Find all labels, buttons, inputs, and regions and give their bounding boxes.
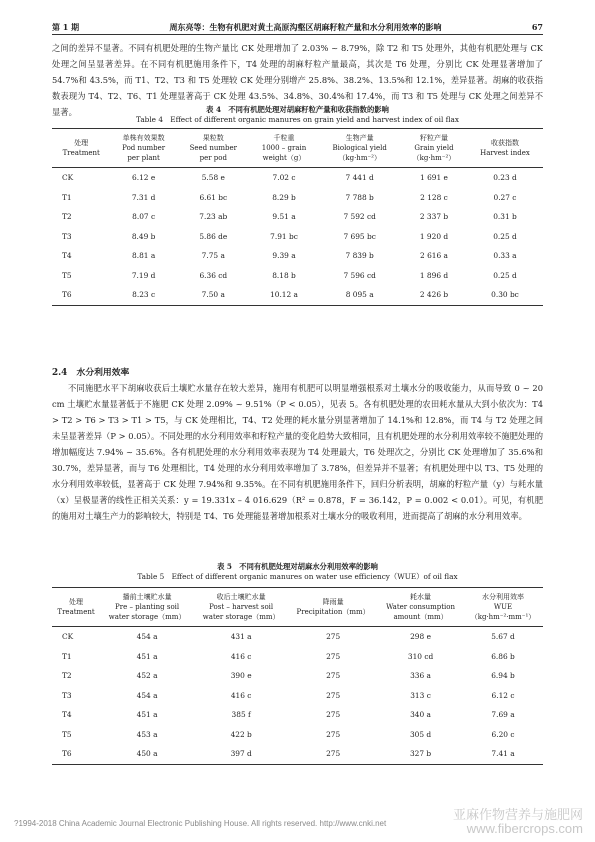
value-cell: 275 xyxy=(326,671,341,681)
value-cell: 0.33 a xyxy=(493,251,517,261)
table-row xyxy=(52,246,543,266)
column-header-line: Seed number xyxy=(189,144,237,152)
value-cell: 450 a xyxy=(136,749,158,759)
table-row xyxy=(52,744,543,764)
value-cell: 8 095 a xyxy=(345,290,374,300)
treatment-cell: T5 xyxy=(62,729,72,739)
treatment-cell: T6 xyxy=(62,749,72,759)
watermark-cn: 亚麻作物营养与施肥网 xyxy=(452,807,583,822)
value-cell: 275 xyxy=(326,710,341,720)
running-head xyxy=(52,20,543,34)
column-header-line: 处理 xyxy=(69,598,84,606)
value-cell: 275 xyxy=(326,651,341,661)
value-cell: 451 a xyxy=(136,710,158,720)
column-header-line: amount（mm） xyxy=(393,613,448,621)
treatment-cell: T4 xyxy=(62,251,72,261)
column-header-line: 收获指数 xyxy=(490,139,519,147)
treatment-cell: CK xyxy=(62,173,74,183)
value-cell: 7 441 d xyxy=(345,173,374,183)
value-cell: 7.41 a xyxy=(491,749,515,759)
table4-caption xyxy=(52,105,543,125)
treatment-cell: CK xyxy=(62,632,74,642)
value-cell: 6.20 c xyxy=(491,729,515,739)
value-cell: 454 a xyxy=(136,690,158,700)
treatment-cell: T2 xyxy=(62,212,72,222)
table-row xyxy=(52,725,543,745)
column-header xyxy=(100,588,194,627)
value-cell: 5.67 d xyxy=(491,632,515,642)
value-cell: 452 a xyxy=(136,671,158,681)
value-cell: 8.18 b xyxy=(272,270,296,280)
column-header-line: （kg·hm⁻²） xyxy=(412,154,456,162)
column-header-line: Precipitation（mm） xyxy=(296,608,370,616)
column-header xyxy=(467,129,543,168)
value-cell: 422 b xyxy=(230,729,252,739)
table5-caption-en: Table 5 Effect of different organic manures on water use efficiency（WUE）of oil flax xyxy=(137,572,458,581)
column-header xyxy=(194,588,288,627)
value-cell: 327 b xyxy=(409,749,432,759)
article-running-title: 周东亮等：生物有机肥对黄土高原沟壑区胡麻籽粒产量和水分利用效率的影响 xyxy=(169,21,442,32)
value-cell: 275 xyxy=(326,729,341,739)
header-rule xyxy=(52,34,543,35)
value-cell: 397 d xyxy=(230,749,252,759)
table4-grain-yield xyxy=(52,128,543,306)
value-cell: 9.51 a xyxy=(272,212,296,222)
value-cell: 340 a xyxy=(410,710,431,720)
column-header-line: 处理 xyxy=(74,139,89,147)
column-header-line: 水分利用效率 xyxy=(482,593,525,601)
value-cell: 8.07 c xyxy=(132,212,156,222)
value-cell: 8.23 c xyxy=(132,290,156,300)
table-row xyxy=(52,266,543,286)
section-title: 水分利用效率 xyxy=(76,368,130,378)
value-cell: 0.31 b xyxy=(493,212,517,222)
section-heading xyxy=(52,365,129,378)
issue-number: 第 1 期 xyxy=(52,21,80,32)
value-cell: 2 616 a xyxy=(420,251,448,261)
table5-water-use-efficiency xyxy=(52,587,543,765)
paragraph: 之间的差异不显著。不同有机肥处理的生物产量比 CK 处理增加了 2.03% ~ 8.79%，除 T2 和 T5 处理外，其他有机肥处理与 CK 处理之间呈显著差异。在不同有机肥施用条件下，T4 处理的胡麻籽粒产量最高，其次是 T6 处理，分别比 CK 处理显著增加了 54.7%和 43.5%，而 T1、T2、T3 和 T5 处理较 CK 处理分别增产 25.8%、38.2%、13.5%和 12.1%，差异显著。胡麻的收获指数表现为 T4、T2、T6、T1 处理显著高于 CK 处理 43.5%、34.8%、30.4%和 17.4%，而 T3 和 T5 处理与 CK 处理之间差异不显著。 xyxy=(52,43,543,117)
column-header-line: water storage（mm） xyxy=(108,613,186,621)
column-header-line: 生物产量 xyxy=(345,134,374,142)
column-header xyxy=(250,129,319,168)
column-header-line: Grain yield xyxy=(414,144,454,152)
value-cell: 1 896 d xyxy=(419,270,449,280)
value-cell: 0.25 d xyxy=(493,270,517,280)
column-header xyxy=(378,588,463,627)
table-row xyxy=(52,207,543,227)
value-cell: 7.91 bc xyxy=(270,231,298,241)
value-cell: 298 e xyxy=(410,632,431,642)
column-header-line: 千粒重 xyxy=(273,134,295,142)
value-cell: 2 128 c xyxy=(420,192,448,202)
copyright-footer: ?1994-2018 China Academic Journal Electronic Publishing House. All rights reserved. http://www.cnki.net xyxy=(14,819,387,828)
column-header-line: Biological yield xyxy=(332,144,387,152)
value-cell: 8.49 b xyxy=(131,231,156,241)
value-cell: 2 337 b xyxy=(419,212,449,222)
table-row xyxy=(52,168,543,188)
value-cell: 7.23 ab xyxy=(199,212,228,222)
column-header-line: 单株有效果数 xyxy=(122,134,165,142)
value-cell: 6.61 bc xyxy=(199,192,228,202)
table-row xyxy=(52,285,543,305)
column-header xyxy=(463,588,543,627)
table-row xyxy=(52,188,543,208)
table5-caption-cn: 表 5 不同有机肥处理对胡麻水分利用效率的影响 xyxy=(217,562,378,571)
value-cell: 275 xyxy=(326,749,341,759)
treatment-cell: T3 xyxy=(62,690,72,700)
value-cell: 5.58 e xyxy=(201,173,225,183)
value-cell: 305 d xyxy=(409,729,432,739)
value-cell: 453 a xyxy=(136,729,158,739)
value-cell: 451 a xyxy=(136,651,158,661)
value-cell: 1 920 d xyxy=(419,231,449,241)
value-cell: 0.23 d xyxy=(493,173,517,183)
column-header-line: Water consumption xyxy=(386,603,455,611)
table4-caption-cn: 表 4 不同有机肥处理对胡麻籽粒产量和收获指数的影响 xyxy=(206,105,389,114)
column-header-line: 降雨量 xyxy=(322,598,344,606)
table-row xyxy=(52,647,543,667)
value-cell: 2 426 b xyxy=(419,290,449,300)
column-header-line: Pod number xyxy=(122,144,166,152)
value-cell: 431 a xyxy=(230,632,252,642)
value-cell: 275 xyxy=(326,690,341,700)
value-cell: 1 691 e xyxy=(420,173,448,183)
value-cell: 8.29 b xyxy=(272,192,296,202)
column-header-line: water storage（mm） xyxy=(202,613,280,621)
column-header-line: weight（g） xyxy=(262,154,306,162)
column-header xyxy=(110,129,177,168)
value-cell: 385 f xyxy=(231,710,251,720)
value-cell: 416 c xyxy=(230,651,252,661)
paragraph: 不同施肥水平下胡麻收获后土壤贮水量存在较大差异，施用有机肥可以明显增强根系对土壤水分的吸收能力，从而导致 0 ~ 20 cm 土壤贮水量显著低于不施肥 CK 处理 2.09% ~ 9.51%（P < 0.05），见表 5。各有机肥处理的农田耗水量从大到小依次为：T4 > T2 > T6 > T3 > T1 > T5，与 CK 处理相比，T4、T2 处理的耗水量分别显著增加了 14.1%和 12.8%，而 T4 与 T2 处理之间未呈显著差异（P > 0.05）。不同处理的水分利用效率和籽粒产量的变化趋势大致相同，且有机肥处理的水分利用效率较不施肥处理的增加幅度达 7.94% ~ 35.6%。各有机肥处理的水分利用效率表现为 T4 处理最大，T6 处理次之，分别比 CK 处理增加了 35.6%和 30.7%，差异显著，而与 T6 处理相比，T4 处理的水分利用效率增加了 3.78%，但差异并不显著；有机肥处理中以 T3、T5 处理的水分利用效率较低，显著高于 CK 处理 7.94%和 9.35%。在不同有机肥施用条件下，回归分析表明，胡麻的籽粒产量（y）与耗水量（x）呈极显著的线性正相关关系：y = 19.331x – 4 016.629（R² = 0.878，F = 36.142，P = 0.002 < 0.01）。可见，有机肥的施用对土壤生产力的影响较大，特别是 T4、T6 处理能显著增加根系对土壤水分的吸收利用，进而提高了胡麻的水分利用效率。 xyxy=(52,383,543,521)
column-header-line: Treatment xyxy=(57,608,95,616)
column-header xyxy=(177,129,250,168)
column-header-line: per plant xyxy=(127,154,160,162)
column-header-line: Pre – planting soil xyxy=(115,603,180,611)
column-header-line: per pod xyxy=(199,154,227,162)
table-row xyxy=(52,227,543,247)
treatment-cell: T2 xyxy=(62,671,72,681)
value-cell: 7 788 b xyxy=(345,192,374,202)
column-header-line: 籽粒产量 xyxy=(419,134,448,142)
value-cell: 7.02 c xyxy=(272,173,296,183)
site-watermark xyxy=(453,808,583,836)
column-header-line: （kg·hm⁻²·mm⁻¹） xyxy=(470,613,536,621)
column-header xyxy=(401,129,467,168)
table-row xyxy=(52,627,543,647)
value-cell: 7.19 d xyxy=(131,270,156,280)
table-row xyxy=(52,705,543,725)
value-cell: 7.50 a xyxy=(201,290,225,300)
value-cell: 7 592 cd xyxy=(343,212,376,222)
column-header xyxy=(52,129,110,168)
column-header-line: （kg·hm⁻²） xyxy=(338,154,381,162)
value-cell: 7.69 a xyxy=(491,710,515,720)
table-header-row xyxy=(52,588,543,627)
column-header-line: Harvest index xyxy=(480,149,530,157)
column-header-line: 收后土壤贮水量 xyxy=(216,593,266,601)
value-cell: 10.12 a xyxy=(270,290,298,300)
column-header xyxy=(288,588,378,627)
value-cell: 0.30 bc xyxy=(491,290,519,300)
column-header-line: 1000 – grain xyxy=(261,144,307,152)
watermark-url: www.fibercrops.com xyxy=(466,821,583,836)
value-cell: 0.27 c xyxy=(493,192,517,202)
treatment-cell: T6 xyxy=(62,290,72,300)
value-cell: 336 a xyxy=(410,671,431,681)
value-cell: 416 c xyxy=(230,690,252,700)
value-cell: 9.39 a xyxy=(272,251,296,261)
column-header xyxy=(52,588,100,627)
value-cell: 6.86 b xyxy=(491,651,515,661)
treatment-cell: T5 xyxy=(62,270,72,280)
value-cell: 7.31 d xyxy=(131,192,156,202)
value-cell: 7 695 bc xyxy=(343,231,376,241)
value-cell: 6.36 cd xyxy=(199,270,228,280)
table5-caption xyxy=(52,562,543,582)
column-header-line: 果粒数 xyxy=(202,134,224,142)
treatment-cell: T3 xyxy=(62,231,72,241)
table4-caption-en: Table 4 Effect of different organic manures on grain yield and harvest index of oil flax xyxy=(136,115,459,124)
value-cell: 0.25 d xyxy=(493,231,517,241)
table-row xyxy=(52,666,543,686)
page-number: 67 xyxy=(531,22,543,32)
table-header-row xyxy=(52,129,543,168)
column-header-line: Treatment xyxy=(62,149,100,157)
water-use-paragraph xyxy=(52,380,543,524)
column-header-line: WUE xyxy=(493,603,513,611)
value-cell: 454 a xyxy=(136,632,158,642)
treatment-cell: T1 xyxy=(62,192,72,202)
value-cell: 8.81 a xyxy=(132,251,156,261)
value-cell: 7.75 a xyxy=(201,251,225,261)
treatment-cell: T1 xyxy=(62,651,72,661)
column-header-line: Post – harvest soil xyxy=(209,603,274,611)
value-cell: 7 596 cd xyxy=(343,270,376,280)
value-cell: 5.86 de xyxy=(199,231,228,241)
value-cell: 390 e xyxy=(230,671,252,681)
column-header-line: 播前土壤贮水量 xyxy=(122,593,172,601)
value-cell: 6.12 c xyxy=(491,690,515,700)
treatment-cell: T4 xyxy=(62,710,72,720)
value-cell: 313 c xyxy=(410,690,431,700)
column-header-line: 耗水量 xyxy=(410,593,432,601)
value-cell: 310 cd xyxy=(407,651,434,661)
value-cell: 6.12 e xyxy=(132,173,156,183)
value-cell: 6.94 b xyxy=(491,671,515,681)
table-row xyxy=(52,686,543,706)
column-header xyxy=(318,129,401,168)
section-number: 2.4 xyxy=(52,368,68,378)
value-cell: 275 xyxy=(326,632,341,642)
value-cell: 7 839 b xyxy=(345,251,374,261)
